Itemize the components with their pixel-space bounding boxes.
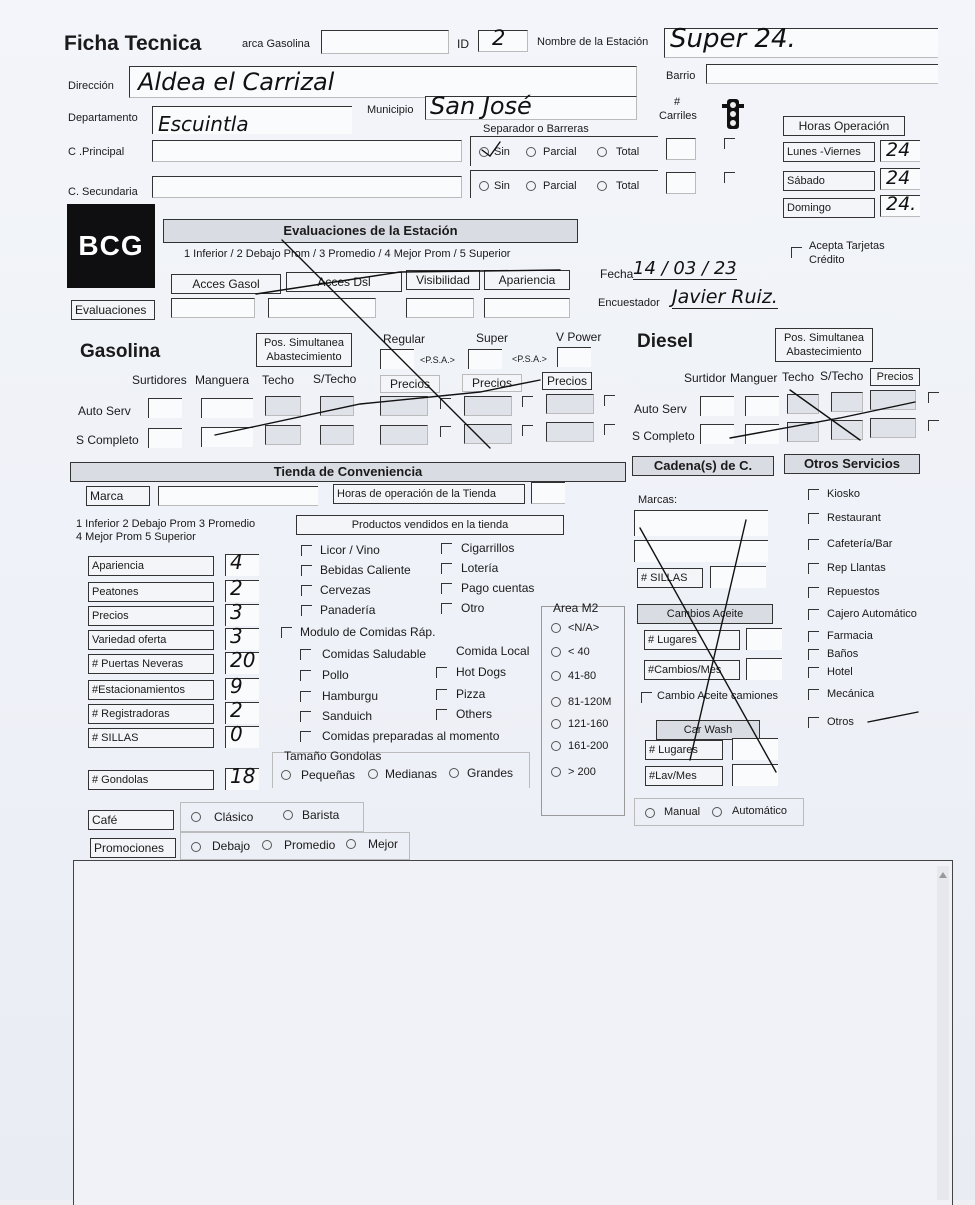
comida-left-label-2: Hamburgu bbox=[322, 689, 379, 703]
psa-label-2: <P.S.A.> bbox=[512, 354, 547, 364]
comida-right-check-1[interactable] bbox=[436, 689, 447, 700]
horas-domingo-value: 24. bbox=[886, 193, 917, 215]
eval-acces-gasol-field[interactable] bbox=[171, 298, 255, 318]
area-radio-3[interactable] bbox=[551, 697, 561, 707]
area-label-4: 121-160 bbox=[568, 718, 609, 730]
separador-label: Separador o Barreras bbox=[483, 123, 589, 135]
diesel-col-surtidor: Surtidor bbox=[684, 371, 727, 385]
metric-value-8: 18 bbox=[230, 764, 256, 788]
prod-left-check-3[interactable] bbox=[301, 605, 312, 616]
gas-col-techo: Techo bbox=[262, 373, 295, 387]
gas-precios-1: Precios bbox=[380, 375, 440, 393]
gas-auto-surtidores[interactable] bbox=[148, 398, 182, 418]
gondola-medianas-radio[interactable] bbox=[368, 769, 378, 779]
gondola-grandes-label: Grandes bbox=[467, 766, 514, 780]
diesel-col-stecho: S/Techo bbox=[820, 369, 864, 383]
diesel-auto-surtidor[interactable] bbox=[700, 396, 734, 416]
carwash-manual-radio[interactable] bbox=[645, 808, 655, 818]
comida-right-check-2[interactable] bbox=[436, 709, 447, 720]
metric-value-6: 2 bbox=[230, 698, 243, 722]
promo-debajo-radio[interactable] bbox=[191, 842, 201, 852]
gas-col-surtidores: Surtidores bbox=[132, 373, 187, 387]
otros-check-8[interactable] bbox=[808, 667, 819, 678]
otros-check-9[interactable] bbox=[808, 689, 819, 700]
tienda-scale-1: 1 Inferior 2 Debajo Prom 3 Promedio bbox=[76, 518, 256, 530]
col-acces-dsl: Acces Dsl bbox=[286, 272, 402, 292]
carriles-field-1[interactable] bbox=[666, 138, 696, 160]
gas-row-auto-serv: Auto Serv bbox=[78, 404, 131, 418]
evaluaciones-scale: 1 Inferior / 2 Debajo Prom / 3 Promedio / 4 Mejor Prom / 5 Superior bbox=[184, 248, 511, 260]
barrio-field[interactable] bbox=[706, 64, 938, 84]
nombre-label: Nombre de la Estación bbox=[537, 36, 649, 48]
eval-acces-dsl-field[interactable] bbox=[268, 298, 376, 318]
carriles-check-1[interactable] bbox=[724, 138, 735, 149]
psa-label-1: <P.S.A.> bbox=[420, 355, 455, 365]
eval-visibilidad-field[interactable] bbox=[406, 298, 474, 318]
diesel-auto-check[interactable] bbox=[928, 392, 939, 403]
gas-comp-check-2[interactable] bbox=[522, 425, 533, 436]
diesel-auto-manguer[interactable] bbox=[745, 396, 779, 416]
separador2-parcial-label: Parcial bbox=[543, 180, 577, 192]
separador1-total-label: Total bbox=[616, 146, 640, 158]
metric-value-4: 20 bbox=[230, 648, 256, 672]
evaluaciones-row-label: Evaluaciones bbox=[71, 300, 155, 320]
prod-right-check-1[interactable] bbox=[441, 563, 452, 574]
comida-left-check-3[interactable] bbox=[300, 711, 311, 722]
municipio-label: Municipio bbox=[367, 104, 414, 116]
diesel-row-auto-serv: Auto Serv bbox=[634, 402, 687, 416]
cambios-lugares-label: # Lugares bbox=[644, 630, 740, 650]
promo-promedio-label: Promedio bbox=[284, 838, 336, 852]
horas-lunes-value: 24 bbox=[886, 139, 911, 161]
super-field[interactable] bbox=[468, 349, 502, 369]
gas-comp-manguera[interactable] bbox=[201, 427, 253, 447]
direccion-label: Dirección bbox=[68, 80, 114, 92]
separador2-sin-label: Sin bbox=[494, 180, 510, 192]
metric-label-1: Peatones bbox=[88, 582, 214, 602]
separador1-total-radio[interactable] bbox=[597, 147, 607, 157]
metric-value-2: 3 bbox=[230, 600, 243, 624]
otros-label-5: Cajero Automático bbox=[827, 608, 917, 620]
gas-col-stecho: S/Techo bbox=[313, 372, 357, 386]
diesel-comp-check[interactable] bbox=[928, 420, 939, 431]
cadena-marcas-field-1[interactable] bbox=[634, 510, 768, 536]
metric-label-5: #Estacionamientos bbox=[88, 680, 214, 700]
col-visibilidad: Visibilidad bbox=[406, 270, 480, 290]
otros-label-6: Farmacia bbox=[827, 630, 873, 642]
page-title: Ficha Tecnica bbox=[64, 32, 202, 55]
gasolina-pos-simultanea-line2: Abastecimiento bbox=[266, 351, 342, 363]
area-label-5: 161-200 bbox=[568, 740, 609, 752]
promo-mejor-label: Mejor bbox=[368, 837, 399, 851]
regular-label: Regular bbox=[383, 332, 426, 346]
promociones-label: Promociones bbox=[90, 838, 176, 858]
gasolina-pos-simultanea-line1: Pos. Simultanea bbox=[263, 337, 345, 349]
cafe-clasico-radio[interactable] bbox=[191, 812, 201, 822]
separador2-parcial-radio[interactable] bbox=[526, 181, 536, 191]
gasolina-pos-simultanea bbox=[256, 333, 352, 367]
camiones-label: Cambio Aceite camiones bbox=[657, 690, 779, 702]
prod-left-label-0: Licor / Vino bbox=[320, 543, 380, 557]
separador2-sin-radio[interactable] bbox=[479, 181, 489, 191]
departamento-value: Escuintla bbox=[158, 112, 249, 136]
tienda-marca-label: Marca bbox=[86, 486, 150, 506]
fecha-value: 14 / 03 / 23 bbox=[633, 258, 737, 279]
gas-comp-techo[interactable] bbox=[265, 425, 301, 445]
col-apariencia: Apariencia bbox=[484, 270, 570, 290]
modulo-comidas-check[interactable] bbox=[281, 627, 292, 638]
c-principal-field[interactable] bbox=[152, 140, 462, 162]
eval-apariencia-field[interactable] bbox=[484, 298, 570, 318]
separador2-total-label: Total bbox=[616, 180, 640, 192]
direccion-value: Aldea el Carrizal bbox=[138, 68, 335, 96]
gas-comp-precio-2[interactable] bbox=[464, 424, 512, 444]
cadena-marcas-field-2[interactable] bbox=[634, 540, 768, 562]
id-value: 2 bbox=[492, 26, 506, 50]
diesel-comp-stecho[interactable] bbox=[831, 420, 863, 440]
otros-label-1: Restaurant bbox=[827, 512, 881, 524]
gas-row-s-completo: S Completo bbox=[76, 433, 139, 447]
gondola-pequenas-radio[interactable] bbox=[281, 770, 291, 780]
area-radio-0[interactable] bbox=[551, 623, 561, 633]
horas-operacion-title: Horas Operación bbox=[783, 116, 905, 136]
prod-left-label-1: Bebidas Caliente bbox=[320, 563, 411, 577]
metric-label-4: # Puertas Neveras bbox=[88, 654, 214, 674]
comida-left-check-4[interactable] bbox=[300, 731, 311, 742]
otros-label-9: Mecánica bbox=[827, 688, 875, 700]
carriles-label: Carriles bbox=[659, 110, 697, 122]
metric-value-5: 9 bbox=[230, 674, 243, 698]
otros-label-4: Repuestos bbox=[827, 586, 880, 598]
comida-right-label-0: Hot Dogs bbox=[456, 665, 507, 679]
prod-left-label-3: Panadería bbox=[320, 603, 376, 617]
metric-label-0: Apariencia bbox=[88, 556, 214, 576]
diesel-pos-simultanea-line1: Pos. Simultanea bbox=[783, 332, 865, 344]
area-label-1: < 40 bbox=[568, 646, 590, 658]
diesel-title: Diesel bbox=[637, 331, 693, 352]
separador1-parcial-radio[interactable] bbox=[526, 147, 536, 157]
cafe-barista-radio[interactable] bbox=[283, 810, 293, 820]
gas-col-manguera: Manguera bbox=[195, 373, 250, 387]
metric-value-7: 0 bbox=[230, 722, 243, 746]
tienda-scale-2: 4 Mejor Prom 5 Superior bbox=[76, 531, 196, 543]
encuestador-label: Encuestador bbox=[598, 297, 660, 309]
gas-comp-stecho[interactable] bbox=[320, 425, 354, 445]
promo-debajo-label: Debajo bbox=[212, 839, 251, 853]
tienda-horas-field[interactable] bbox=[531, 482, 565, 504]
gondolas-title: Tamaño Gondolas bbox=[284, 749, 382, 763]
gasolina-title: Gasolina bbox=[80, 341, 161, 362]
fecha-label: Fecha bbox=[600, 267, 634, 281]
c-secundaria-label: C. Secundaria bbox=[68, 186, 138, 198]
comida-left-label-0: Comidas Saludable bbox=[322, 647, 427, 661]
gas-auto-check-1[interactable] bbox=[440, 398, 451, 409]
comida-left-label-4: Comidas preparadas al momento bbox=[322, 729, 500, 743]
marca-gasolina-label: arca Gasolina bbox=[242, 38, 310, 50]
comida-left-check-1[interactable] bbox=[300, 670, 311, 681]
tienda-title: Tienda de Conveniencia bbox=[70, 462, 626, 482]
metric-label-3: Variedad oferta bbox=[88, 630, 214, 650]
gondola-pequenas-label: Pequeñas bbox=[301, 768, 356, 782]
vpower-label: V Power bbox=[556, 330, 602, 344]
comida-left-check-2[interactable] bbox=[300, 691, 311, 702]
diesel-auto-techo[interactable] bbox=[787, 394, 819, 414]
prod-right-label-1: Lotería bbox=[461, 561, 499, 575]
prod-left-label-2: Cervezas bbox=[320, 583, 371, 597]
cambios-mes-label: #Cambios/Mes bbox=[644, 660, 740, 680]
cadena-marcas-label: Marcas: bbox=[638, 494, 678, 506]
horas-sabado-value: 24 bbox=[886, 167, 911, 189]
encuestador-value: Javier Ruiz. bbox=[672, 286, 778, 308]
otros-label-8: Hotel bbox=[827, 666, 853, 678]
diesel-auto-stecho[interactable] bbox=[831, 392, 863, 412]
cambios-mes-field[interactable] bbox=[746, 658, 782, 680]
otros-label-0: Kiosko bbox=[827, 488, 861, 500]
cambios-aceite-title: Cambios Aceite bbox=[637, 604, 773, 624]
diesel-comp-manguer[interactable] bbox=[745, 424, 779, 444]
cambios-lugares-field[interactable] bbox=[746, 628, 782, 650]
area-radio-4[interactable] bbox=[551, 719, 561, 729]
gas-auto-precio-3[interactable] bbox=[546, 394, 594, 414]
gas-comp-check-1[interactable] bbox=[440, 426, 451, 437]
area-label-2: 41-80 bbox=[568, 670, 597, 682]
diesel-comp-precio[interactable] bbox=[870, 418, 916, 438]
acepta-tarjetas-label: Acepta Tarjetas bbox=[809, 240, 885, 252]
otros-check-5[interactable] bbox=[808, 609, 819, 620]
diesel-comp-techo[interactable] bbox=[787, 422, 819, 442]
prod-right-check-3[interactable] bbox=[441, 603, 452, 614]
carwash-lav-mes-label: #Lav/Mes bbox=[645, 766, 723, 786]
metric-value-1: 2 bbox=[230, 576, 243, 600]
gas-auto-check-2[interactable] bbox=[522, 396, 533, 407]
modulo-comidas-label: Modulo de Comidas Ráp. bbox=[300, 625, 436, 639]
diesel-col-manguer: Manguer bbox=[730, 371, 778, 385]
diesel-pos-simultanea bbox=[775, 328, 873, 362]
departamento-label: Departamento bbox=[68, 112, 138, 124]
prod-right-check-0[interactable] bbox=[441, 543, 452, 554]
gas-precios-2: Precios bbox=[462, 374, 522, 392]
prod-right-label-2: Pago cuentas bbox=[461, 581, 535, 595]
carwash-lugares-field[interactable] bbox=[732, 738, 778, 760]
bcg-logo: BCG bbox=[67, 204, 155, 288]
gas-auto-check-3[interactable] bbox=[604, 395, 615, 406]
area-label-3: 81-120M bbox=[568, 696, 612, 708]
gas-comp-surtidores[interactable] bbox=[148, 428, 182, 448]
metric-value-3: 3 bbox=[230, 624, 243, 648]
cafe-label: Café bbox=[88, 810, 174, 830]
otros-check-2[interactable] bbox=[808, 539, 819, 550]
cadena-title: Cadena(s) de C. bbox=[632, 456, 774, 476]
tienda-horas-label: Horas de operación de la Tienda bbox=[333, 484, 525, 504]
cadena-sillas-field[interactable] bbox=[710, 566, 766, 588]
camiones-check[interactable] bbox=[641, 692, 652, 703]
area-group bbox=[541, 606, 625, 816]
regular-field[interactable] bbox=[380, 349, 414, 369]
horas-lunes-label: Lunes -Viernes bbox=[783, 142, 875, 162]
gas-auto-stecho[interactable] bbox=[320, 396, 354, 416]
otros-checkmark bbox=[868, 712, 918, 722]
cafe-barista-label: Barista bbox=[302, 808, 340, 822]
super-label: Super bbox=[476, 331, 509, 345]
carriles-field-2[interactable] bbox=[666, 172, 696, 194]
metric-label-6: # Registradoras bbox=[88, 704, 214, 724]
municipio-value: San José bbox=[430, 92, 532, 120]
otros-label-3: Rep Llantas bbox=[827, 562, 886, 574]
prod-left-check-0[interactable] bbox=[301, 545, 312, 556]
carwash-automatico-radio[interactable] bbox=[712, 807, 722, 817]
gas-auto-precio-2[interactable] bbox=[464, 396, 512, 416]
promo-promedio-radio[interactable] bbox=[262, 840, 272, 850]
prod-right-check-2[interactable] bbox=[441, 583, 452, 594]
area-radio-1[interactable] bbox=[551, 647, 561, 657]
col-acces-gasol: Acces Gasol bbox=[171, 274, 281, 294]
comida-right-check-0[interactable] bbox=[436, 667, 447, 678]
comida-left-check-0[interactable] bbox=[300, 649, 311, 660]
prod-left-check-1[interactable] bbox=[301, 565, 312, 576]
otros-check-7[interactable] bbox=[808, 649, 819, 660]
area-radio-2[interactable] bbox=[551, 671, 561, 681]
comida-right-label-2: Others bbox=[456, 707, 493, 721]
separador1-parcial-label: Parcial bbox=[543, 146, 577, 158]
horas-domingo-label: Domingo bbox=[783, 198, 875, 218]
cadena-sillas-label: # SILLAS bbox=[637, 568, 703, 588]
gas-comp-check-3[interactable] bbox=[604, 424, 615, 435]
carwash-manual-label: Manual bbox=[664, 806, 701, 818]
gas-auto-techo[interactable] bbox=[265, 396, 301, 416]
horas-sabado-label: Sábado bbox=[783, 171, 875, 191]
marca-gasolina-field[interactable] bbox=[321, 30, 449, 54]
carwash-lav-mes-field[interactable] bbox=[732, 764, 778, 786]
otros-check-1[interactable] bbox=[808, 513, 819, 524]
gas-precios-3: Precios bbox=[542, 372, 592, 390]
carwash-title: Car Wash bbox=[656, 720, 760, 740]
comida-left-label-1: Pollo bbox=[322, 668, 349, 682]
scroll-up-arrow-icon[interactable] bbox=[939, 872, 947, 878]
vpower-field[interactable] bbox=[557, 347, 591, 367]
otros-check-3[interactable] bbox=[808, 563, 819, 574]
notes-scrollbar[interactable] bbox=[937, 866, 949, 1200]
c-secundaria-field[interactable] bbox=[152, 176, 462, 198]
otros-check-4[interactable] bbox=[808, 587, 819, 598]
comida-right-label-1: Pizza bbox=[456, 687, 486, 701]
otros-servicios-title: Otros Servicios bbox=[784, 454, 920, 474]
prod-left-check-2[interactable] bbox=[301, 585, 312, 596]
area-radio-5[interactable] bbox=[551, 741, 561, 751]
productos-title: Productos vendidos en la tienda bbox=[296, 515, 564, 535]
otros-check-10[interactable] bbox=[808, 717, 819, 728]
diesel-row-s-completo: S Completo bbox=[632, 429, 695, 443]
gas-comp-precio-1[interactable] bbox=[380, 425, 428, 445]
acepta-tarjetas-check[interactable] bbox=[791, 247, 802, 258]
separador1-sin-label: Sin bbox=[494, 146, 510, 158]
area-title: Area M2 bbox=[553, 601, 599, 615]
carwash-lugares-label: # Lugares bbox=[645, 740, 723, 760]
barrio-label: Barrio bbox=[666, 70, 696, 82]
carwash-automatico-label: Automático bbox=[732, 805, 788, 817]
area-label-6: > 200 bbox=[568, 766, 596, 778]
gondola-grandes-radio[interactable] bbox=[449, 768, 459, 778]
promo-mejor-radio[interactable] bbox=[346, 839, 356, 849]
gas-auto-precio-1[interactable] bbox=[380, 396, 428, 416]
carriles-check-2[interactable] bbox=[724, 172, 735, 183]
carriles-hash: # bbox=[674, 96, 681, 108]
tienda-marca-field[interactable] bbox=[158, 486, 318, 506]
separador1-sin-radio[interactable] bbox=[479, 147, 489, 157]
area-radio-6[interactable] bbox=[551, 767, 561, 777]
cafe-clasico-label: Clásico bbox=[214, 810, 254, 824]
area-label-0: <N/A> bbox=[568, 622, 600, 634]
gas-auto-manguera[interactable] bbox=[201, 398, 253, 418]
c-principal-label: C .Principal bbox=[68, 146, 125, 158]
comida-left-label-3: Sanduich bbox=[322, 709, 373, 723]
otros-check-0[interactable] bbox=[808, 489, 819, 500]
otros-label-7: Baños bbox=[827, 648, 859, 660]
otros-label-10: Otros bbox=[827, 716, 854, 728]
traffic-light-icon bbox=[720, 96, 746, 132]
notes-textarea[interactable] bbox=[73, 860, 953, 1205]
metric-label-7: # SILLAS bbox=[88, 728, 214, 748]
separador2-total-radio[interactable] bbox=[597, 181, 607, 191]
metric-label-2: Precios bbox=[88, 606, 214, 626]
comida-local-label: Comida Local bbox=[456, 644, 530, 658]
prod-right-label-3: Otro bbox=[461, 601, 485, 615]
diesel-auto-precio[interactable] bbox=[870, 390, 916, 410]
otros-check-6[interactable] bbox=[808, 631, 819, 642]
metric-label-8: # Gondolas bbox=[88, 770, 214, 790]
credito-label: Crédito bbox=[809, 254, 845, 266]
diesel-col-techo: Techo bbox=[782, 370, 815, 384]
gondola-medianas-label: Medianas bbox=[385, 767, 438, 781]
diesel-col-precios: Precios bbox=[870, 368, 920, 386]
gas-comp-precio-3[interactable] bbox=[546, 422, 594, 442]
otros-label-2: Cafetería/Bar bbox=[827, 538, 893, 550]
diesel-pos-simultanea-line2: Abastecimiento bbox=[786, 346, 862, 358]
metric-value-0: 4 bbox=[230, 550, 243, 574]
prod-right-label-0: Cigarrillos bbox=[461, 541, 515, 555]
diesel-comp-surtidor[interactable] bbox=[700, 424, 734, 444]
nombre-value: Super 24. bbox=[670, 24, 796, 54]
evaluaciones-title: Evaluaciones de la Estación bbox=[163, 219, 578, 243]
id-label: ID bbox=[457, 37, 469, 51]
